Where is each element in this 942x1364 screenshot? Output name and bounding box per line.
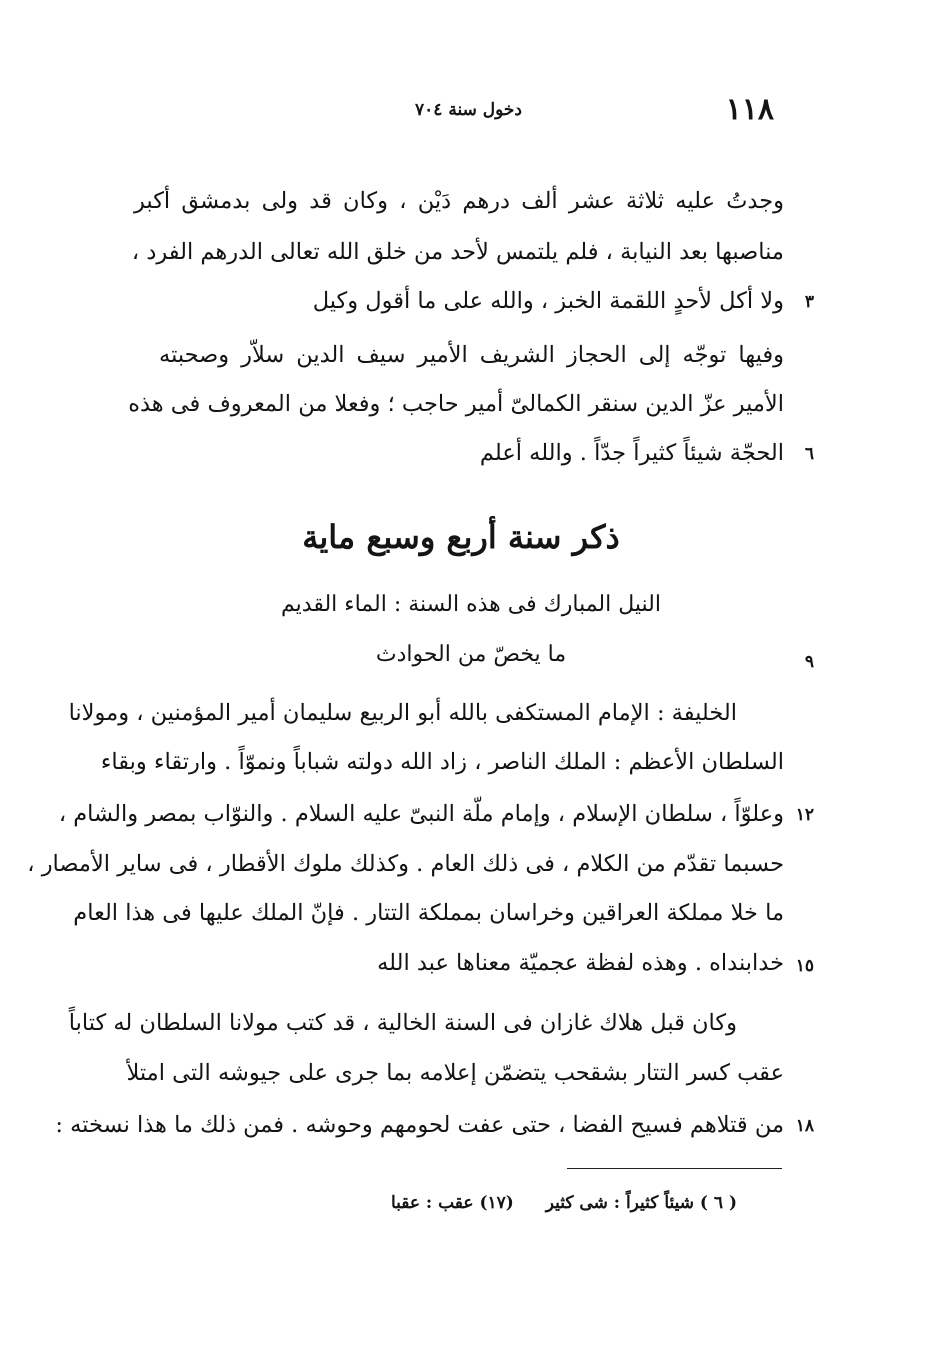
section-title: ذكر سنة أربع وسبع ماية [302, 518, 620, 556]
line-number: ١٨ [795, 1116, 814, 1136]
text-line: وفيها توجّه إلى الحجاز الشريف الأمير سيف الدين سلاّر وصحبته [159, 342, 784, 368]
footnote-6: ( ٦ ) شيئاً كثيراً : شى كثير [545, 1193, 737, 1213]
text-line: وجدتُ عليه ثلاثة عشر ألف درهم دَيْن ، وكان قد ولى بدمشق أكبر [134, 188, 784, 214]
line-number: ٣ [804, 292, 814, 312]
text-line: الحجّة شيئاً كثيراً جدّاً . والله أعلم [479, 440, 784, 466]
text-line: وعلوّاً ، سلطان الإسلام ، وإمام ملّة النبىّ عليه السلام . والنوّاب بمصر والشام ، [58, 801, 784, 827]
line-number: ١٥ [795, 956, 814, 976]
text-line: ما خلا مملكة العراقين وخراسان بمملكة التتار . فإنّ الملك عليها فى هذا العام [73, 900, 784, 926]
line-number: ١٢ [795, 805, 814, 825]
line-number: ٩ [804, 652, 814, 672]
text-line: الأمير عزّ الدين سنقر الكمالىّ أمير حاجب ؛ وفعلا من المعروف فى هذه [128, 391, 784, 417]
text-line: حسبما تقدّم من الكلام ، فى ذلك العام . وكذلك ملوك الأقطار ، فى ساير الأمصار ، [27, 851, 784, 877]
text-line: الخليفة : الإمام المستكفى بالله أبو الربيع سليمان أمير المؤمنين ، ومولانا [68, 700, 737, 726]
footnotes [365, 1193, 737, 1213]
events-heading: ما يخصّ من الحوادث [375, 642, 567, 667]
footnote-17: (١٧) عقب : عقبا [390, 1193, 514, 1213]
nile-line: النيل المبارك فى هذه السنة : الماء القديم [281, 592, 661, 617]
running-head: دخول سنة ٧٠٤ [415, 100, 522, 120]
text-line: من قتلاهم فسيح الفضا ، حتى عفت لحومهم وحوشه . فمن ذلك ما هذا نسخته : [55, 1112, 784, 1138]
text-line: عقب كسر التتار بشقحب يتضمّن إعلامه بما جرى على جيوشه التى امتلأ [126, 1060, 784, 1086]
page-number: ١١٨ [725, 92, 774, 127]
page-header [0, 92, 942, 132]
text-line: وكان قبل هلاك غازان فى السنة الخالية ، قد كتب مولانا السلطان له كتاباً [68, 1010, 737, 1036]
text-line: السلطان الأعظم : الملك الناصر ، زاد الله دولته شباباً ونموّاً . وارتقاء وبقاء [100, 749, 784, 775]
text-line: مناصبها بعد النيابة ، فلم يلتمس لأحد من خلق الله تعالى الدرهم الفرد ، [131, 239, 784, 265]
line-number: ٦ [804, 444, 814, 464]
footnote-divider [567, 1168, 782, 1169]
text-line: خدابنداه . وهذه لفظة عجميّة معناها عبد الله [377, 950, 784, 976]
text-line: ولا أكل لأحدٍ اللقمة الخبز ، والله على ما أقول وكيل [312, 288, 784, 314]
